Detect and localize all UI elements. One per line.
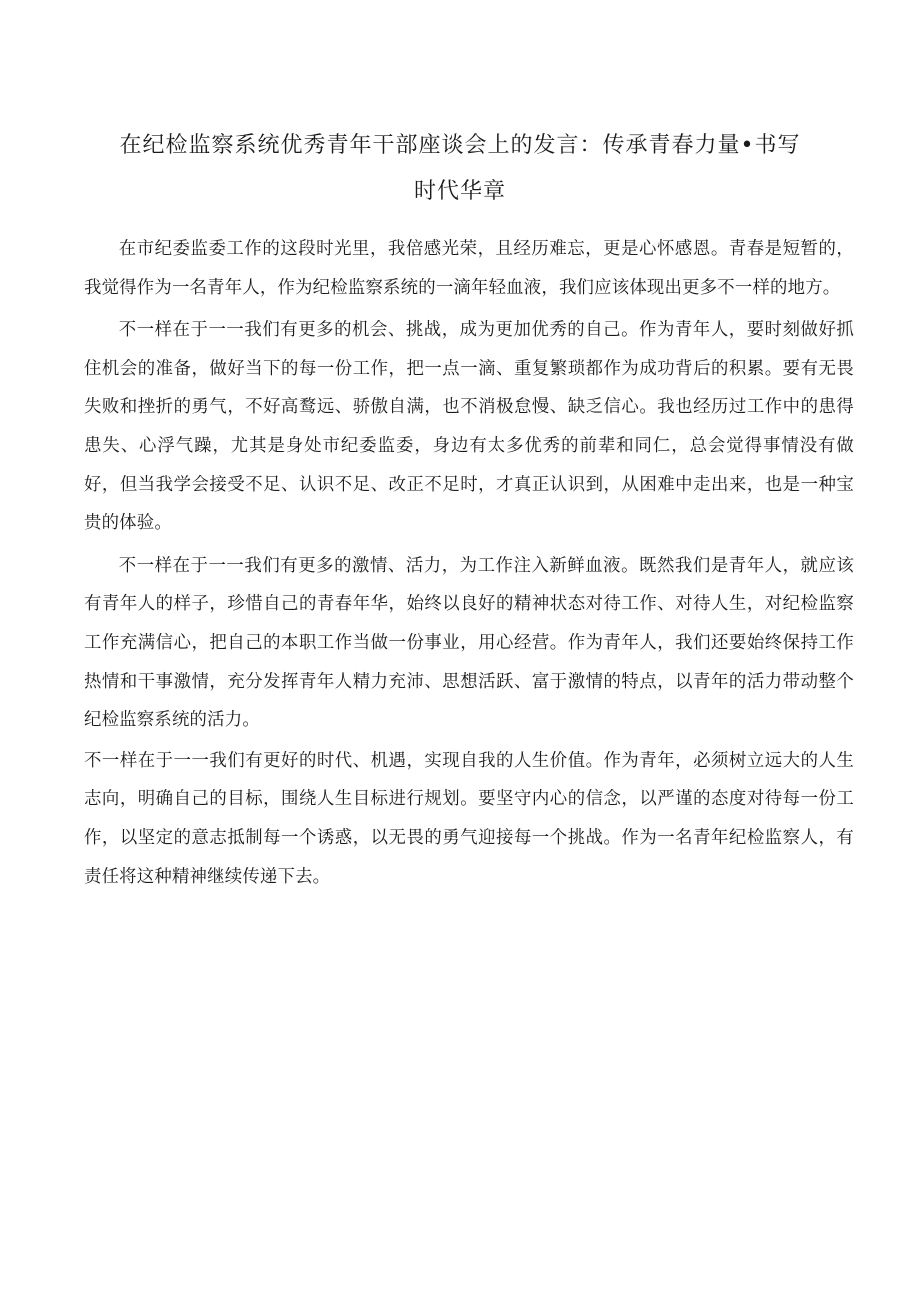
document-title-line-2: 时代华章 <box>413 179 506 204</box>
document-body <box>84 230 854 896</box>
paragraph-passion: 不一样在于一一我们有更多的激情、活力，为工作注入新鲜血液。既然我们是青年人，就应该有青年人的样子，珍惜自己的青春年华，始终以良好的精神状态对待工作、对待人生，对纪检监察工作充满信心，把自己的本职工作当做一份事业，用心经营。作为青年人，我们还要始终保持工作热情和干事激情，充分发挥青年人精力充沛、思想活跃、富于激情的特点，以青年的活力带动整个纪检监察系统的活力。 <box>84 555 854 731</box>
paragraph-opportunities: 不一样在于一一我们有更多的机会、挑战，成为更加优秀的自己。作为青年人，要时刻做好抓住机会的准备，做好当下的每一份工作，把一点一滴、重复繁琐都作为成功背后的积累。要有无畏失败和挫折的勇气，不好高鹜远、骄傲自满，也不消极怠慢、缺乏信心。我也经历过工作中的患得患失、心浮气躁，尤其是身处市纪委监委，身边有太多优秀的前辈和同仁，总会觉得事情没有做好，但当我学会接受不足、认识不足、改正不足时，才真正认识到，从困难中走出来，也是一种宝贵的体验。 <box>84 320 854 534</box>
paragraph-era: 不一样在于一一我们有更好的时代、机遇，实现自我的人生价值。作为青年，必须树立远大的人生志向，明确自己的目标，围绕人生目标进行规划。要坚守内心的信念，以严谨的态度对待每一份工作，以坚定的意志抵制每一个诱惑，以无畏的勇气迎接每一个挑战。作为一名青年纪检监察人，有责任将这种精神继续传递下去。 <box>84 750 854 887</box>
paragraph-intro: 在市纪委监委工作的这段时光里，我倍感光荣，且经历难忘，更是心怀感恩。青春是短暂的，我觉得作为一名青年人，作为纪检监察系统的一滴年轻血液，我们应该体现出更多不一样的地方。 <box>84 239 854 298</box>
document-title-line-1: 在纪检监察系统优秀青年干部座谈会上的发言：传承青春力量•书写 <box>119 133 801 158</box>
